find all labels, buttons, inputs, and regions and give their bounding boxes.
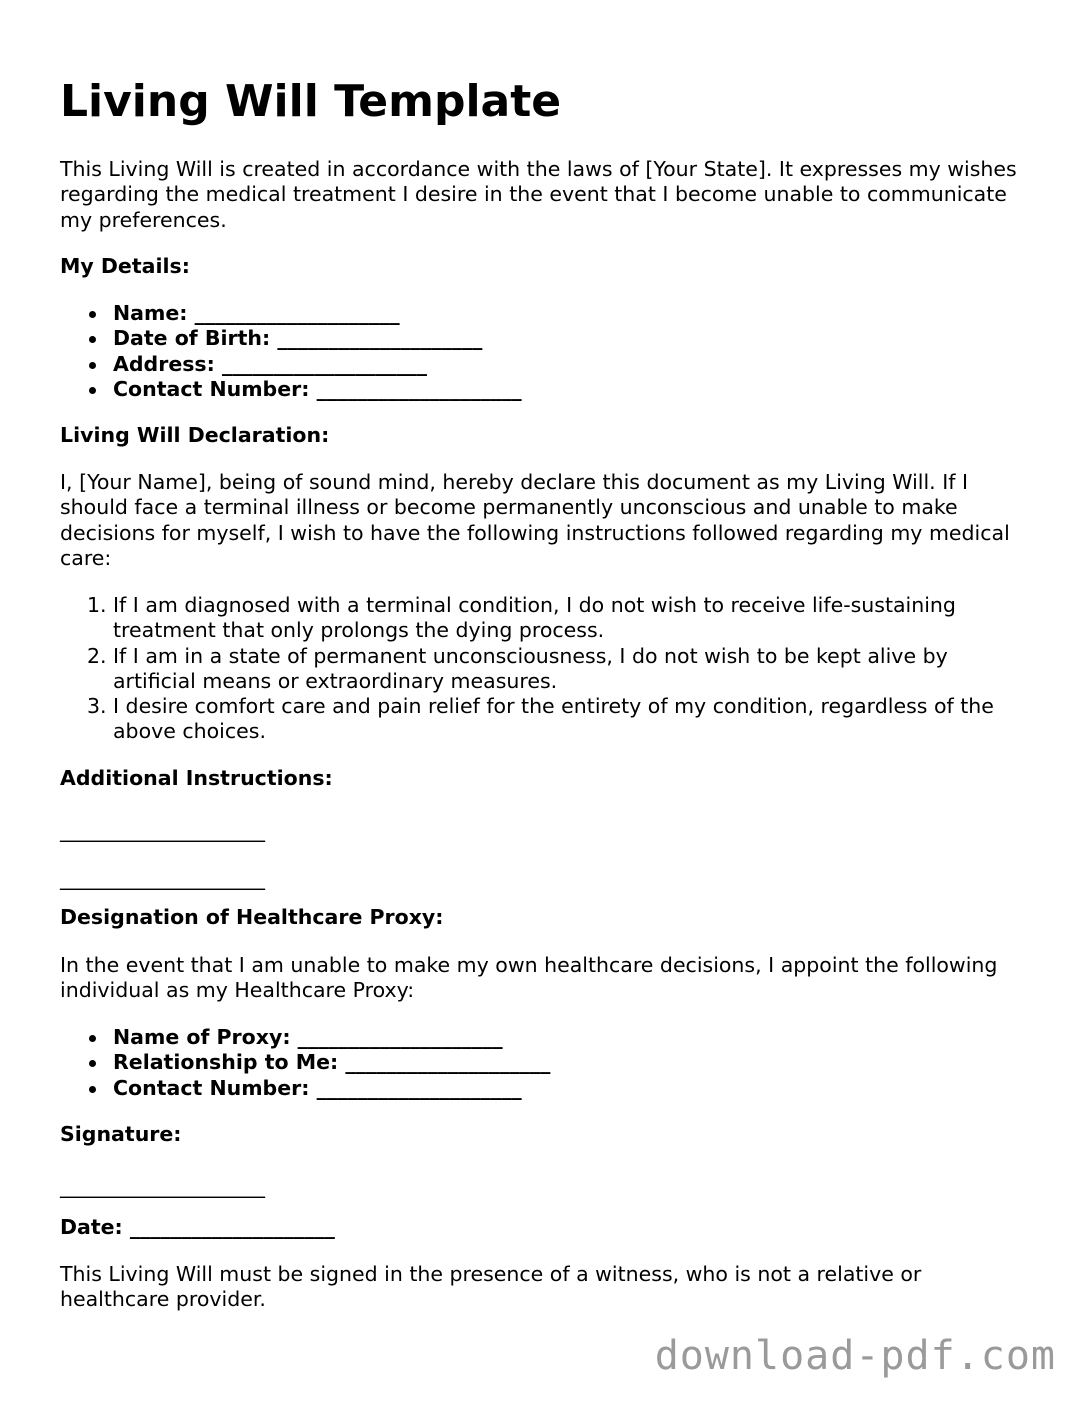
signature-line[interactable]: ____________________ — [60, 1174, 265, 1198]
proxy-contact-field[interactable]: Contact Number: ____________________ — [60, 1076, 550, 1101]
proxy-relationship-field[interactable]: Relationship to Me: ____________________ — [60, 1050, 550, 1075]
details-dob-field[interactable]: Date of Birth: ____________________ — [60, 326, 522, 351]
intro-paragraph: This Living Will is created in accordance with the laws of [Your State]. It expresses my wishes regarding the medical treatment I desire in the event that I become unable to communicate my preferences. — [60, 157, 1017, 232]
my-details-heading: My Details: — [60, 254, 190, 278]
additional-instructions-line-1[interactable]: ____________________ — [60, 818, 265, 842]
instruction-item — [60, 694, 1020, 745]
additional-instructions-heading: Additional Instructions: — [60, 766, 333, 790]
declaration-heading: Living Will Declaration: — [60, 423, 330, 447]
signature-heading: Signature: — [60, 1122, 182, 1146]
my-details-list — [60, 301, 522, 402]
details-address-field[interactable]: Address: ____________________ — [60, 352, 522, 377]
instruction-text: If I am diagnosed with a terminal condition, I do not wish to receive life-sustaining treatment that only prolongs the dying process. — [113, 593, 956, 643]
healthcare-proxy-paragraph: In the event that I am unable to make my own healthcare decisions, I appoint the following individual as my Healthcare Proxy: — [60, 953, 998, 1003]
instruction-text: I desire comfort care and pain relief for the entirety of my condition, regardless of the above choices. — [113, 694, 994, 744]
instruction-item — [60, 644, 1020, 695]
instruction-number: 1. — [87, 593, 107, 617]
details-name-field[interactable]: Name: ____________________ — [60, 301, 522, 326]
declaration-paragraph: I, [Your Name], being of sound mind, hereby declare this document as my Living Will. If I should face a terminal illness or become permanently unconscious and unable to make decisions for myself, I wish to have the following instructions followed regarding my medical care: — [60, 470, 1010, 570]
additional-instructions-line-2[interactable]: ____________________ — [60, 866, 265, 890]
watermark: download-pdf.com — [654, 1333, 1056, 1379]
healthcare-proxy-heading: Designation of Healthcare Proxy: — [60, 905, 444, 929]
document-title: Living Will Template — [60, 76, 562, 127]
date-field[interactable]: Date: ____________________ — [60, 1215, 335, 1239]
instruction-number: 2. — [87, 643, 107, 668]
closing-paragraph: This Living Will must be signed in the presence of a witness, who is not a relative or healthcare provider. — [60, 1262, 922, 1312]
details-contact-field[interactable]: Contact Number: ____________________ — [60, 377, 522, 402]
instruction-item — [60, 593, 1020, 644]
proxy-details-list — [60, 1025, 550, 1101]
instruction-text: If I am in a state of permanent unconsciousness, I do not wish to be kept alive by artificial means or extraordinary measures. — [113, 643, 948, 693]
instruction-number: 3. — [87, 694, 107, 719]
instructions-list — [60, 593, 1020, 745]
proxy-name-field[interactable]: Name of Proxy: ____________________ — [60, 1025, 550, 1050]
